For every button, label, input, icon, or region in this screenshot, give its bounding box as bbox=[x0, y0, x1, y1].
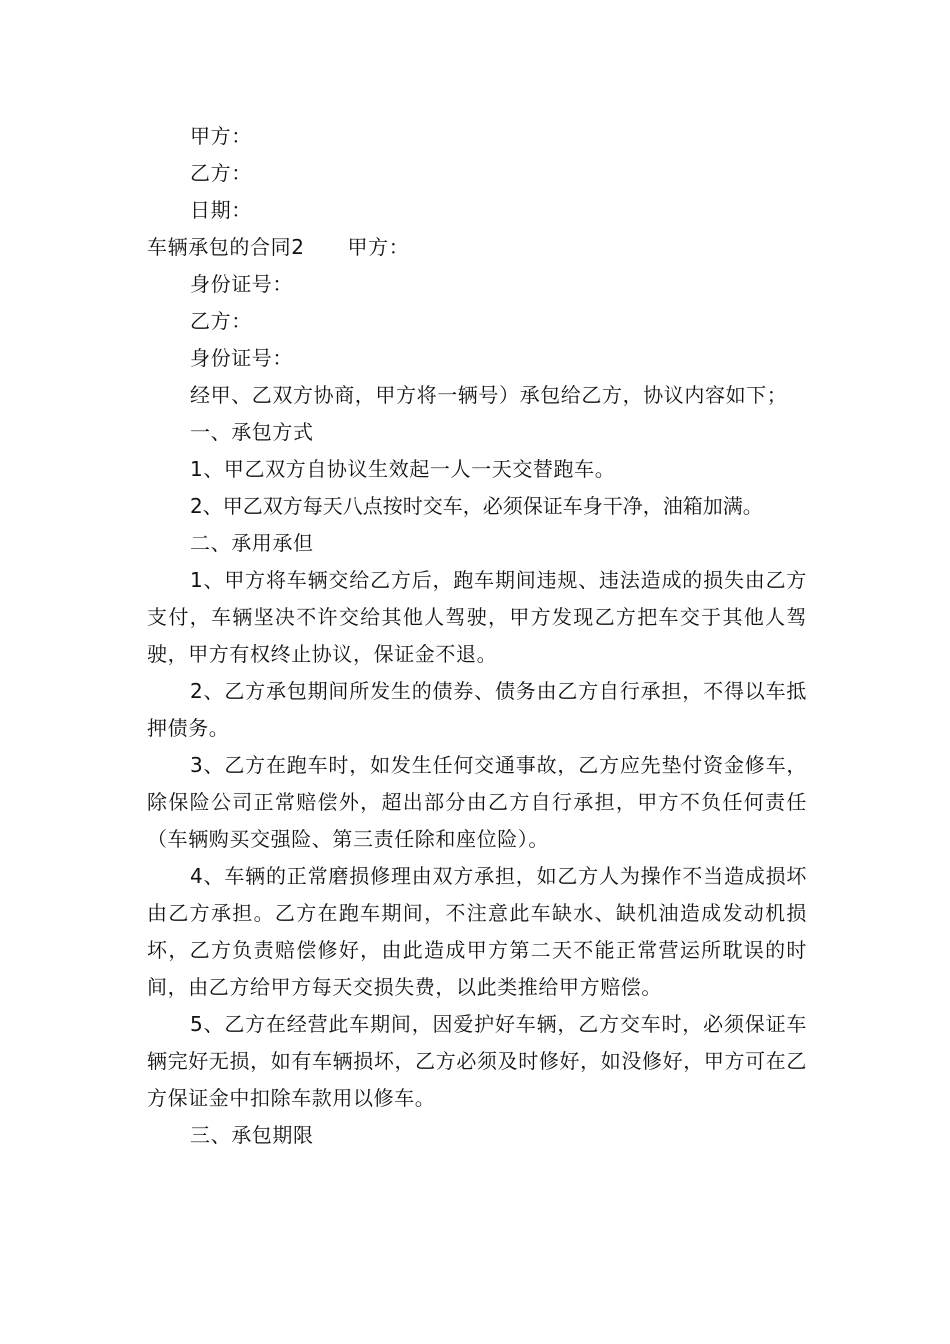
section-heading: 二、承用承但 bbox=[190, 531, 314, 555]
clause-paragraph: 5、乙方在经营此车期间，因爱护好车辆，乙方交车时，必须保证车辆完好无损，如有车辆损坏，乙方必须及时修好，如没修好，甲方可在乙方保证金中扣除车款用以修车。 bbox=[147, 1012, 807, 1110]
clause-paragraph: 3、乙方在跑车时，如发生任何交通事故，乙方应先垫付资金修车，除保险公司正常赔偿外，超出部分由乙方自行承担，甲方不负任何责任（车辆购买交强险、第三责任除和座位险）。 bbox=[147, 753, 807, 851]
party-a-id-label: 身份证号： bbox=[190, 272, 293, 296]
section-heading: 三、承包期限 bbox=[190, 1123, 314, 1147]
contract-party-a-label: 甲方： bbox=[347, 235, 410, 259]
signature-party-a: 甲方： bbox=[190, 124, 252, 148]
intro-paragraph: 经甲、乙双方协商，甲方将一辆号）承包给乙方，协议内容如下； bbox=[190, 383, 788, 407]
clause-paragraph: 4、车辆的正常磨损修理由双方承担，如乙方人为操作不当造成损坏由乙方承担。乙方在跑车期间，不注意此车缺水、缺机油造成发动机损坏，乙方负责赔偿修好，由此造成甲方第二天不能正常营运所耽误的时间，由乙方给甲方每天交损失费，以此类推给甲方赔偿。 bbox=[147, 864, 807, 999]
clause-paragraph: 2、乙方承包期间所发生的债券、债务由乙方自行承担，不得以车抵押债务。 bbox=[147, 679, 807, 740]
party-b-label: 乙方： bbox=[190, 309, 252, 333]
contract-title: 车辆承包的合同2 bbox=[147, 235, 305, 259]
clause-paragraph: 1、甲方将车辆交给乙方后，跑车期间违规、违法造成的损失由乙方支付，车辆坚决不许交给其他人驾驶，甲方发现乙方把车交于其他人驾驶，甲方有权终止协议，保证金不退。 bbox=[147, 568, 807, 666]
signature-party-b: 乙方： bbox=[190, 161, 252, 185]
contract-body bbox=[147, 118, 807, 1154]
section-heading: 一、承包方式 bbox=[190, 420, 314, 444]
clause-paragraph: 1、甲乙双方自协议生效起一人一天交替跑车。 bbox=[190, 457, 616, 481]
contract-title-row bbox=[147, 229, 807, 266]
party-b-id-label: 身份证号： bbox=[190, 346, 293, 370]
clause-paragraph: 2、甲乙双方每天八点按时交车，必须保证车身干净，油箱加满。 bbox=[190, 494, 763, 518]
signature-date: 日期： bbox=[190, 198, 252, 222]
